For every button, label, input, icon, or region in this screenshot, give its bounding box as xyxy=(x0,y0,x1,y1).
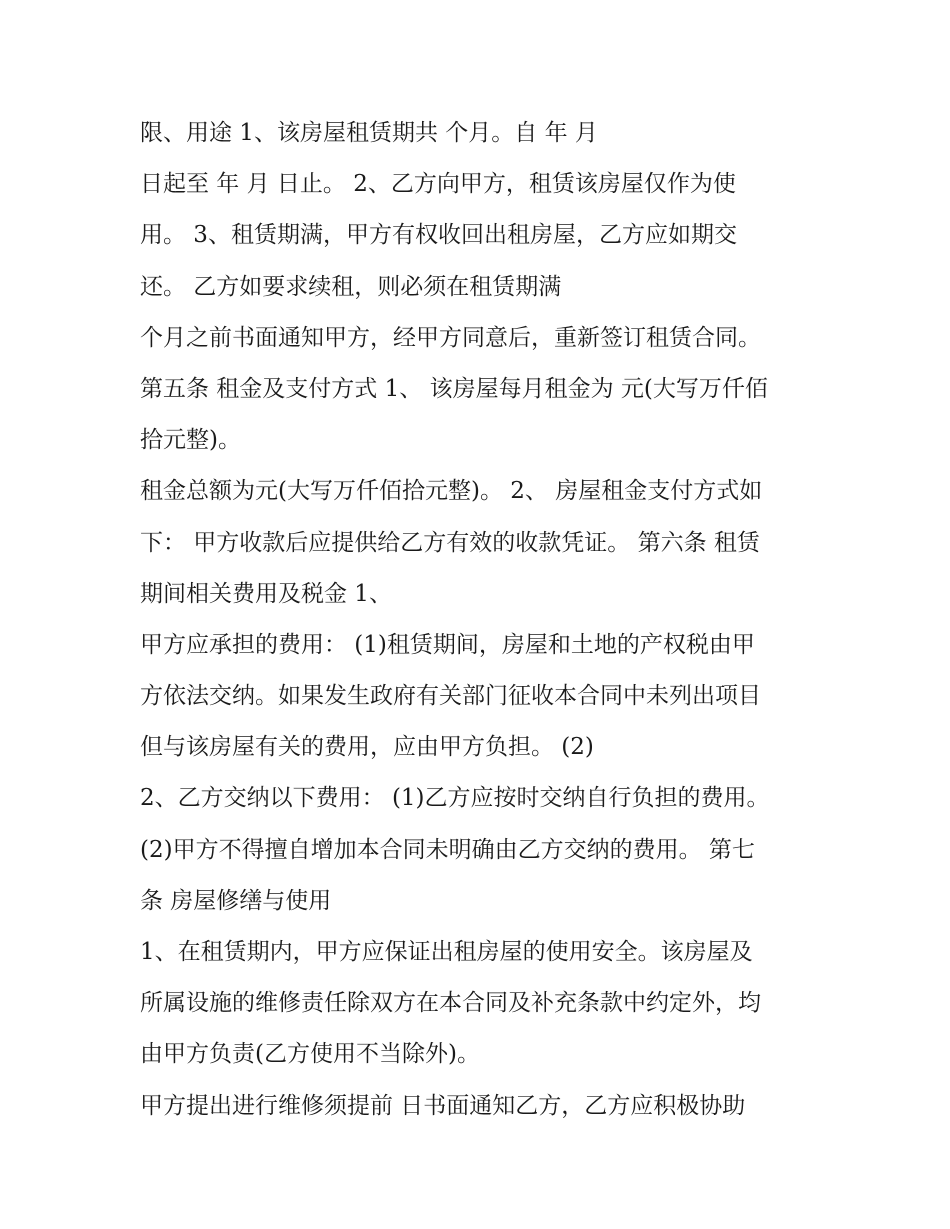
text-line: 第五条 租金及支付方式 1、 该房屋每月租金为 元(大写万仟佰 xyxy=(140,375,768,402)
text-line: 还。 乙方如要求续租，则必须在租赁期满 xyxy=(140,273,562,300)
text-line: 租金总额为元(大写万仟佰拾元整)。 2、 房屋租金支付方式如 xyxy=(140,478,763,505)
text-line: 个月之前书面通知甲方，经甲方同意后，重新签订租赁合同。 xyxy=(140,324,761,351)
text-line: 甲方应承担的费用： (1)租赁期间，房屋和土地的产权税由甲 xyxy=(140,631,755,658)
document-body xyxy=(140,108,840,1132)
text-line: 1、在租赁期内，甲方应保证出租房屋的使用安全。该房屋及 xyxy=(140,939,753,965)
text-line: 用。 3、租赁期满，甲方有权收回出租房屋，乙方应如期交 xyxy=(140,222,737,249)
text-line: 期间相关费用及税金 1、 xyxy=(140,580,392,607)
text-line: 拾元整)。 xyxy=(140,427,241,454)
text-line: (2)甲方不得擅自增加本合同未明确由乙方交纳的费用。 第七 xyxy=(140,836,755,863)
text-line: 方依法交纳。如果发生政府有关部门征收本合同中未列出项目 xyxy=(140,683,761,710)
text-line: 日起至 年 月 日止。 2、乙方向甲方，租赁该房屋仅作为使 xyxy=(140,171,736,198)
text-line: 但与该房屋有关的费用，应由甲方负担。 (2) xyxy=(140,734,594,761)
text-line: 甲方提出进行维修须提前 日书面通知乙方，乙方应积极协助 xyxy=(140,1092,746,1119)
text-line: 由甲方负责(乙方使用不当除外)。 xyxy=(140,1041,480,1068)
text-line: 限、用途 1、该房屋租赁期共 个月。自 年 月 xyxy=(140,120,598,146)
text-line: 所属设施的维修责任除双方在本合同及补充条款中约定外，均 xyxy=(140,990,761,1017)
text-line: 条 房屋修缮与使用 xyxy=(140,887,332,914)
text-line: 下： 甲方收款后应提供给乙方有效的收款凭证。 第六条 租赁 xyxy=(140,529,760,556)
text-line: 2、乙方交纳以下费用： (1)乙方应按时交纳自行负担的费用。 xyxy=(140,785,770,812)
